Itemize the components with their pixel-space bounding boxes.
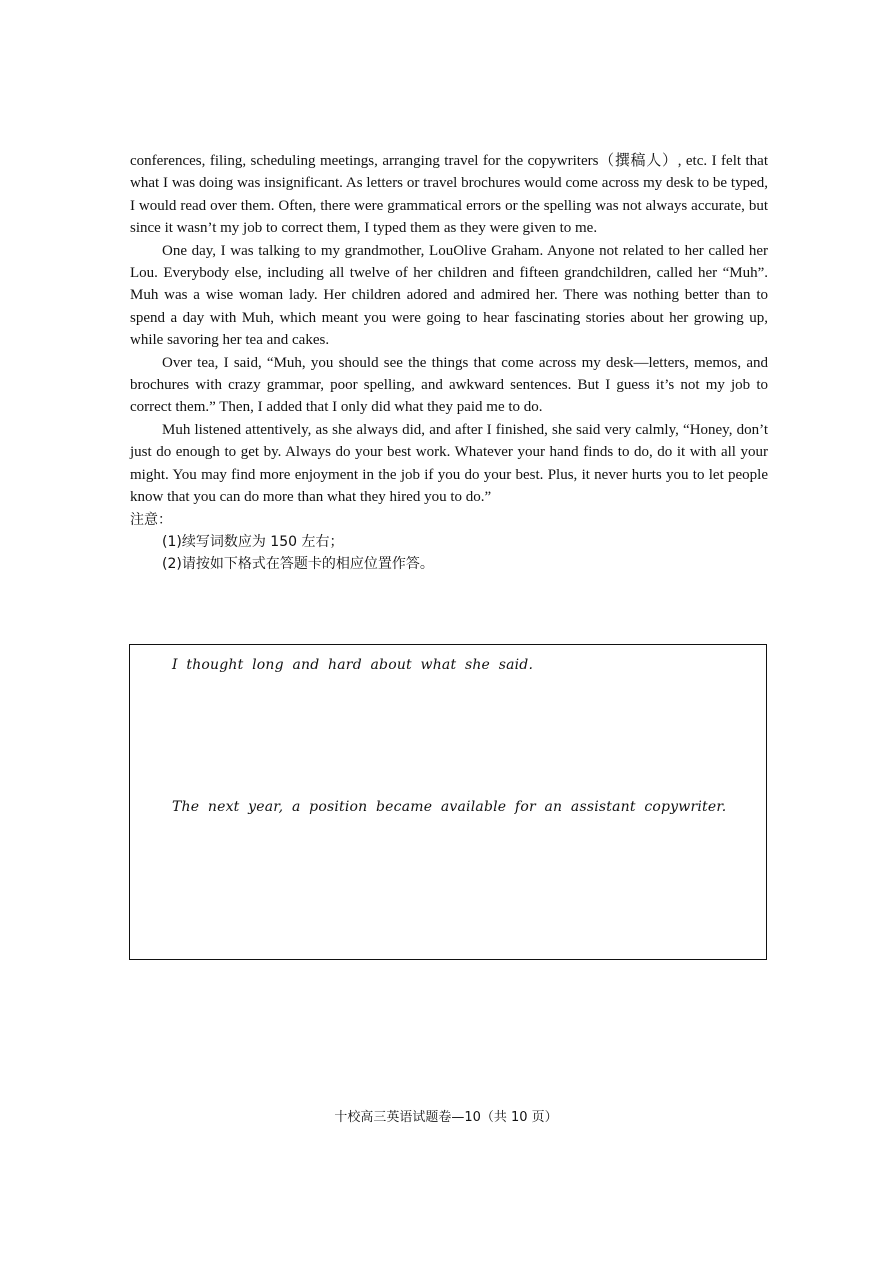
passage-text <box>130 150 768 576</box>
passage-paragraph-1: conferences, filing, scheduling meetings, arranging travel for the copywriters（撰稿人）, etc. I felt that what I was doing was insignificant. As letters or travel brochures would come across my desk to be typed, I would read over them. Often, there were grammatical errors or the spelling was not always accurate, but since it wasn’t my job to correct them, I typed them as they were given to me. <box>130 153 768 237</box>
note-item-1: (1)续写词数应为 150 左右； <box>162 533 344 550</box>
passage-paragraph-3: Over tea, I said, “Muh, you should see the things that come across my desk—letters, memos, and brochures with crazy grammar, poor spelling, and awkward sentences. But I guess it’s not my job to correct them.” Then, I added that I only did what they paid me to do. <box>130 354 768 416</box>
answer-box <box>129 644 767 960</box>
notes-title: 注意： <box>130 511 172 528</box>
passage-paragraph-2: One day, I was talking to my grandmother, LouOlive Graham. Anyone not related to her called her Lou. Everybody else, including all twelve of her children and fifteen grandchildren, called her “Muh”. Muh was a wise woman lady. Her children adored and admired her. There was nothing better than to spend a day with Muh, which meant you were going to hear fascinating stories about her growing up, while savoring her tea and cakes. <box>130 242 768 349</box>
page-footer: 十校高三英语试题卷—10（共 10 页） <box>334 1110 558 1125</box>
answer-prompt-1: I thought long and hard about what she said. <box>172 657 534 673</box>
note-item-2: (2)请按如下格式在答题卡的相应位置作答。 <box>162 556 434 573</box>
answer-prompt-2: The next year, a position became available for an assistant copywriter. <box>172 799 727 815</box>
passage-paragraph-4: Muh listened attentively, as she always did, and after I finished, she said very calmly, “Honey, don’t just do enough to get by. Always do your best work. Whatever your hand finds to do, do it with all your might. You may find more enjoyment in the job if you do your best. Plus, it never hurts you to let people know that you can do more than what they hired you to do.” <box>130 421 768 506</box>
